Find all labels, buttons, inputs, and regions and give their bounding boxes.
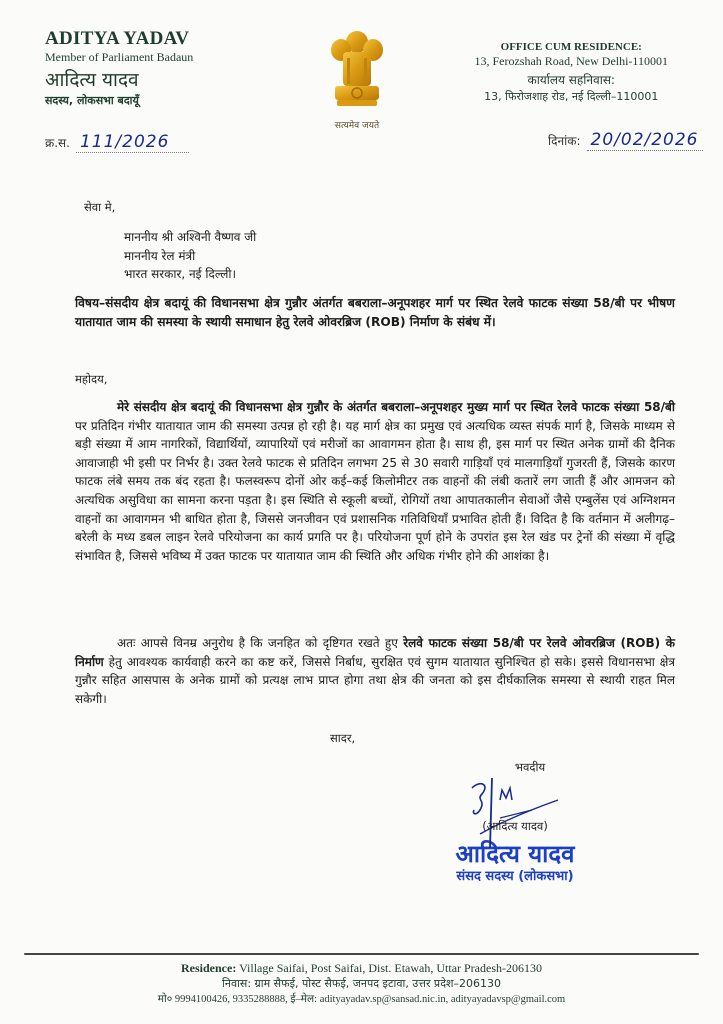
residence-address-en: Village Saifai, Post Saifai, Dist. Etawah, Uttar Pradesh-206130: [236, 961, 542, 975]
letter-date: [548, 130, 703, 151]
recipient-line: माननीय रेल मंत्री: [124, 248, 196, 263]
date-value: 20/02/2026: [587, 130, 703, 151]
contact-info: मो० 9994100426, 9335288888, ई–मेल: adityayadav.sp@sansad.nic.in, adityayadavsp@gmail.com: [157, 994, 566, 1005]
emblem: [322, 28, 392, 131]
office-address-hi: 13, फिरोजशाह रोड, नई दिल्ली–110001: [484, 90, 659, 103]
closing: सादर,: [330, 731, 356, 745]
body-paragraph-2: [75, 634, 675, 708]
para1-text: पर प्रतिदिन गंभीर यातायात जाम की समस्या उत्पन्न हो रही है। यह मार्ग क्षेत्र का प्रमुख एवं अत्यधिक व्यस्त संपर्क मार्ग है, जिसके माध्यम से बड़ी संख्या में आम नागरिकों, विद्यार्थियों, व्यापारियों एवं मरीजों का आवागमन होता है। साथ ही, इस मार्ग पर स्थित अनेक ग्रामों की दैनिक आवाजाही भी इसी पर निर्भर है। उक्त रेलवे फाटक से प्रतिदिन लगभग 25 से 30 सवारी गाड़ियाँ एवं मालगाड़ियाँ गुजरती हैं, जिसके कारण फाटक लंबे समय तक बंद रहता है। फलस्वरूप दोनों ओर कई–कई किलोमीटर तक वाहनों की लंबी कतारें लग जाती हैं और आमजन को अत्यधिक असुविधा का सामना करना पड़ता है। इस स्थिति से स्कूली बच्चों, रोगियों तथा आपातकालीन सेवाओं जैसे एम्बुलेंस एवं अग्निशमन वाहनों का आवागमन भी बाधित होता है, जिससे जनजीवन एवं प्रशासनिक गतिविधियाँ प्रभावित होती हैं। विदित है कि वर्तमान में अलीगढ़–बरेली के मध्य डबल लाइन रेलवे परियोजना का कार्य प्रगति पर है। परियोजना पूर्ण होने के उपरांत इस रेल खंड पर ट्रेनों की संख्या में वृद्धि संभावित है, जिससे भविष्य में उक्त फाटक पर यातायात जाम की स्थिति और अधिक गंभीर होने की आशंका है।: [75, 418, 675, 563]
stamp-role: संसद सदस्य (लोकसभा): [456, 869, 574, 884]
footer-divider: [24, 953, 699, 955]
reference-value: 111/2026: [76, 132, 189, 153]
national-emblem-icon: [329, 28, 385, 116]
sender-role-hi: सदस्य, लोकसभा बदायूँ: [45, 94, 139, 107]
para2-highlight: रेलवे फाटक संख्या 58/बी पर रेलवे ओवरब्रिज (ROB) के निर्माण: [75, 636, 675, 669]
residence-hi: निवास: ग्राम सैफई, पोस्ट सैफई, जनपद इटावा, उत्तर प्रदेश–206130: [221, 977, 502, 990]
recipient-block: [124, 228, 256, 284]
office-title-en: OFFICE CUM RESIDENCE:: [500, 41, 642, 53]
signature-block: [430, 760, 600, 886]
recipient-line: माननीय श्री अश्विनी वैष्णव जी: [124, 230, 257, 244]
reference-number: [45, 132, 189, 153]
yours-faithfully: भवदीय: [514, 760, 546, 774]
signature-icon: [450, 770, 560, 850]
letterhead-left: [45, 28, 193, 109]
body-paragraph-1: [75, 398, 675, 565]
signatory-name: (आदित्य यादव): [482, 819, 548, 833]
sender-name-hi: आदित्य यादव: [45, 69, 139, 91]
para1-highlight: मेरे संसदीय क्षेत्र बदायूं की विधानसभा क्षेत्र गुन्नौर के अंतर्गत बबराला–अनूपशहर मुख्य मार्ग पर स्थित रेलवे फाटक संख्या 58/बी: [117, 400, 675, 414]
subject: विषय–संसदीय क्षेत्र बदायूं की विधानसभा क्षेत्र गुन्नौर अंतर्गत बबराला–अनूपशहर मार्ग पर स्थित रेलवे फाटक संख्या 58/बी पर भीषण यातायात जाम की समस्या के स्थायी समाधान हेतु रेलवे ओवरब्रिज (ROB) निर्माण के संबंध में।: [75, 296, 675, 329]
reference-label: क्र.स.: [45, 136, 70, 150]
sender-role-en: Member of Parliament Badaun: [45, 50, 194, 64]
addressed-to: सेवा मे,: [84, 200, 116, 214]
stamp-name: आदित्य यादव: [455, 840, 575, 868]
recipient-line: भारत सरकार, नई दिल्ली।: [124, 267, 237, 281]
para2-intro: अतः आपसे विनम्र अनुरोध है कि जनहित को दृष्टिगत रखते हुए: [117, 636, 404, 650]
sender-name-en: ADITYA YADAV: [45, 28, 190, 49]
office-title-hi: कार्यालय सहनिवास:: [527, 73, 615, 87]
residence-en: [0, 960, 723, 976]
residence-label: Residence:: [181, 961, 237, 975]
letterhead-right: [474, 40, 668, 105]
footer: [0, 960, 723, 1008]
date-label: दिनांक:: [548, 134, 581, 148]
office-address-en: 13, Ferozshah Road, New Delhi-110001: [474, 54, 668, 68]
para2-text: हेतु आवश्यक कार्यवाही करने का कष्ट करें, जिससे निर्बाध, सुरक्षित एवं सुगम यातायात सुनिश्चित हो सके। इससे विधानसभा क्षेत्र गुन्नौर सहित आसपास के अनेक ग्रामों को प्रत्यक्ष लाभ प्राप्त होगा तथा क्षेत्र की जनता को इस दीर्घकालिक समस्या से स्थायी राहत मिल सकेगी।: [75, 654, 675, 706]
emblem-motto: सत्यमेव जयते: [334, 121, 380, 131]
greeting: महोदय,: [75, 372, 108, 386]
